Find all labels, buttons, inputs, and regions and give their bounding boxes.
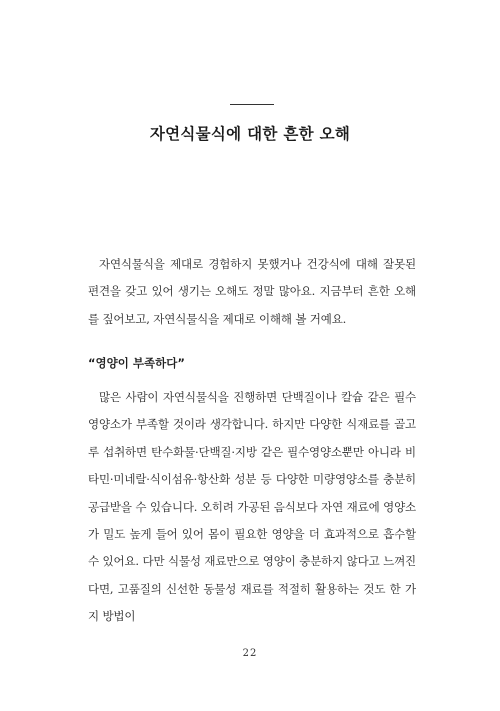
title-rule <box>230 104 274 105</box>
chapter-title: 자연식물식에 대한 흔한 오해 <box>149 125 351 143</box>
body-paragraph: 많은 사람이 자연식물식을 진행하면 단백질이나 칼슘 같은 필수 영양소가 부족할 것이라 생각합니다. 하지만 다양한 식재료를 골고루 섭취하면 탄수화물·단백질·지방 같은 필수영양소뿐만 아니라 비타민·미네랄·식이섬유·항산화 성분 등 다양한 미량영양소를 충분히 공급받을 수 있습니다. 오히려 가공된 음식보다 자연 재료에 영양소가 밀도 높게 들어 있어 몸이 필요한 영양을 더 효과적으로 흡수할 수 있어요. 다만 식물성 재료만으로 영양이 충분하지 않다고 느껴진다면, 고품질의 신선한 동물성 재료를 적절히 활용하는 것도 한 가지 방법이 <box>88 390 416 624</box>
page-number: 22 <box>242 648 258 659</box>
intro-paragraph: 자연식물식을 제대로 경험하지 못했거나 건강식에 대해 잘못된 편견을 갖고 있어 생기는 오해도 정말 많아요. 지금부터 흔한 오해를 짚어보고, 자연식물식을 제대로 이해해 볼 거예요. <box>88 257 416 326</box>
section-subheading: “영양이 부족하다” <box>88 356 185 370</box>
